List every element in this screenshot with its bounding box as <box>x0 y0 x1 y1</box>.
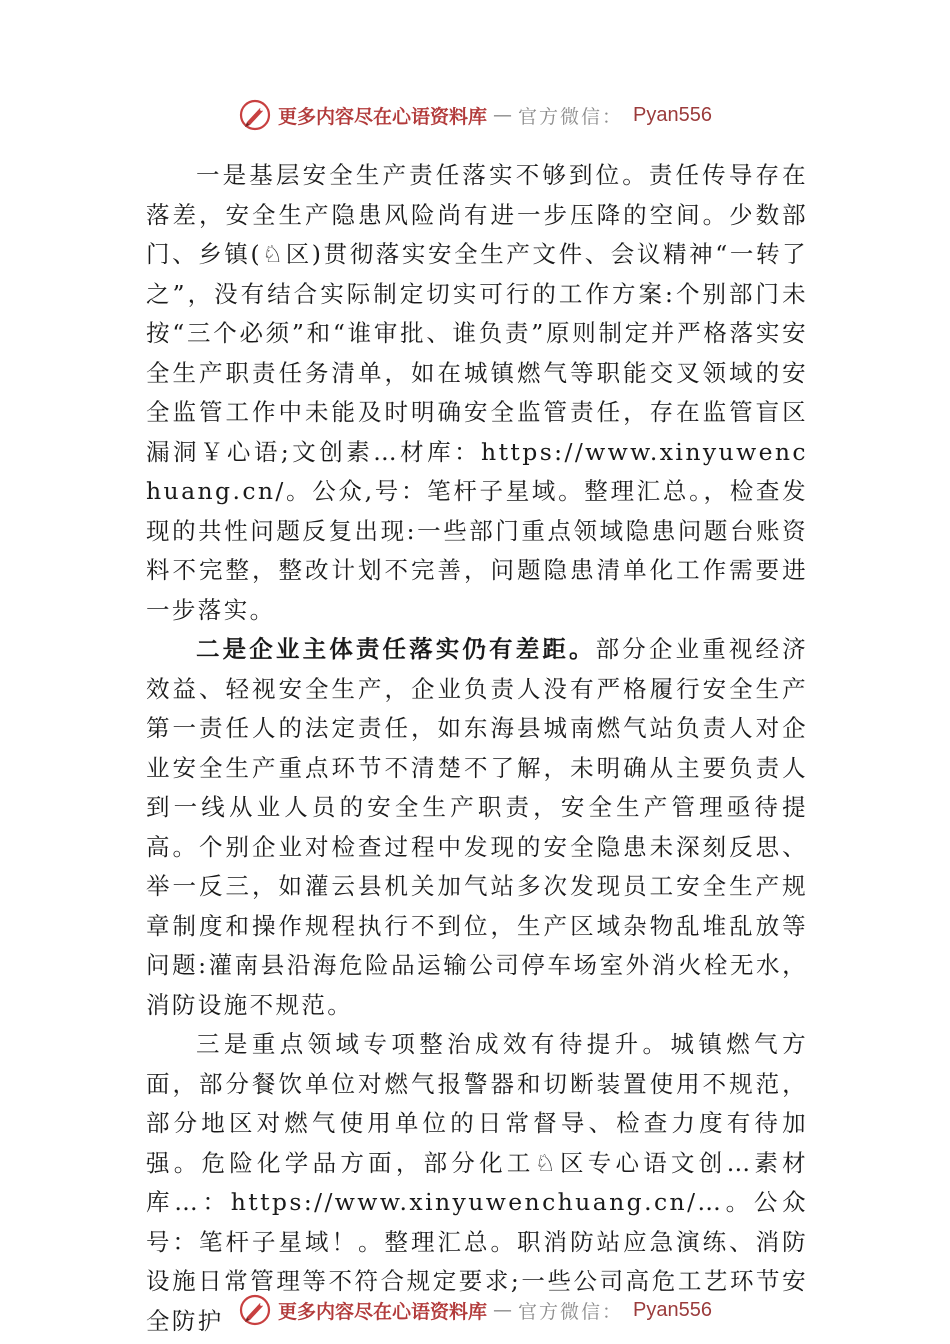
watermark-main-text: 更多内容尽在心语资料库 <box>278 105 488 128</box>
paragraph-2-text: 部分企业重视经济效益、轻视安全生产，企业负责人没有严格履行安全生产第一责任人的法定责任，如东海县城南燃气站负责人对企业安全生产重点环节不清楚不了解，未明确从主要负责人到一线从业人员的安全生产职责，安全生产管理亟待提高。个别企业对检查过程中发现的安全隐患未深刻反思、举一反三，如灌云县机关加气站多次发现员工安全生产规章制度和操作规程执行不到位，生产区域杂物乱堆乱放等问题:灌南县沿海危险品运输公司停车场室外消火栓无水，消防设施不规范。 <box>146 635 809 1019</box>
watermark-main-text: 更多内容尽在心语资料库 <box>278 1300 488 1323</box>
watermark-wechat-id: Pyan556 <box>633 103 712 126</box>
footer-watermark <box>0 1290 950 1330</box>
watermark-separator: — <box>493 104 513 126</box>
header-watermark <box>0 95 950 135</box>
paragraph-1 <box>146 156 808 630</box>
watermark-label: 官方微信： <box>518 105 624 128</box>
watermark-wechat-id: Pyan556 <box>633 1298 712 1321</box>
watermark-separator: — <box>493 1299 513 1321</box>
watermark-label: 官方微信： <box>518 1300 624 1323</box>
paragraph-1-text: 一是基层安全生产责任落实不够到位。责任传导存在落差，安全生产隐患风险尚有进一步压降的空间。少数部门、乡镇(♘区)贯彻落实安全生产文件、会议精神“一转了之”，没有结合实际制定切实可行的工作方案:个别部门未按“三个必须”和“谁审批、谁负责”原则制定并严格落实安全生产职责任务清单，如在城镇燃气等职能交叉领域的安全监管工作中未能及时明确安全监管责任，存在监管盲区漏洞￥心语;文创素…材库：https://www.xinyuwenchuang.cn/。公众,号：笔杆子星域。整理汇总。，检查发现的共性问题反复出现:一些部门重点领域隐患问题台账资料不完整，整改计划不完善，问题隐患清单化工作需要进一步落实。 <box>146 161 808 624</box>
paragraph-2-lead: 二是企业主体责任落实仍有差距。 <box>196 635 596 663</box>
paragraph-2 <box>146 630 808 1025</box>
paragraph-3-text: 三是重点领域专项整治成效有待提升。城镇燃气方面，部分餐饮单位对燃气报警器和切断装置使用不规范，部分地区对燃气使用单位的日常督导、检查力度有待加强。危险化学品方面，部分化工♘区专心语文创…素材库…：https://www.xinyuwenchuang.cn/…。公众号：笔杆子星域！。整理汇总。职消防站应急演练、消防设施日常管理等不符合规定要求;一些公司高危工艺环节安全防护 <box>146 1030 808 1335</box>
pen-logo-icon <box>238 98 272 132</box>
pen-logo-icon <box>238 1293 272 1327</box>
document-body <box>146 156 808 1341</box>
